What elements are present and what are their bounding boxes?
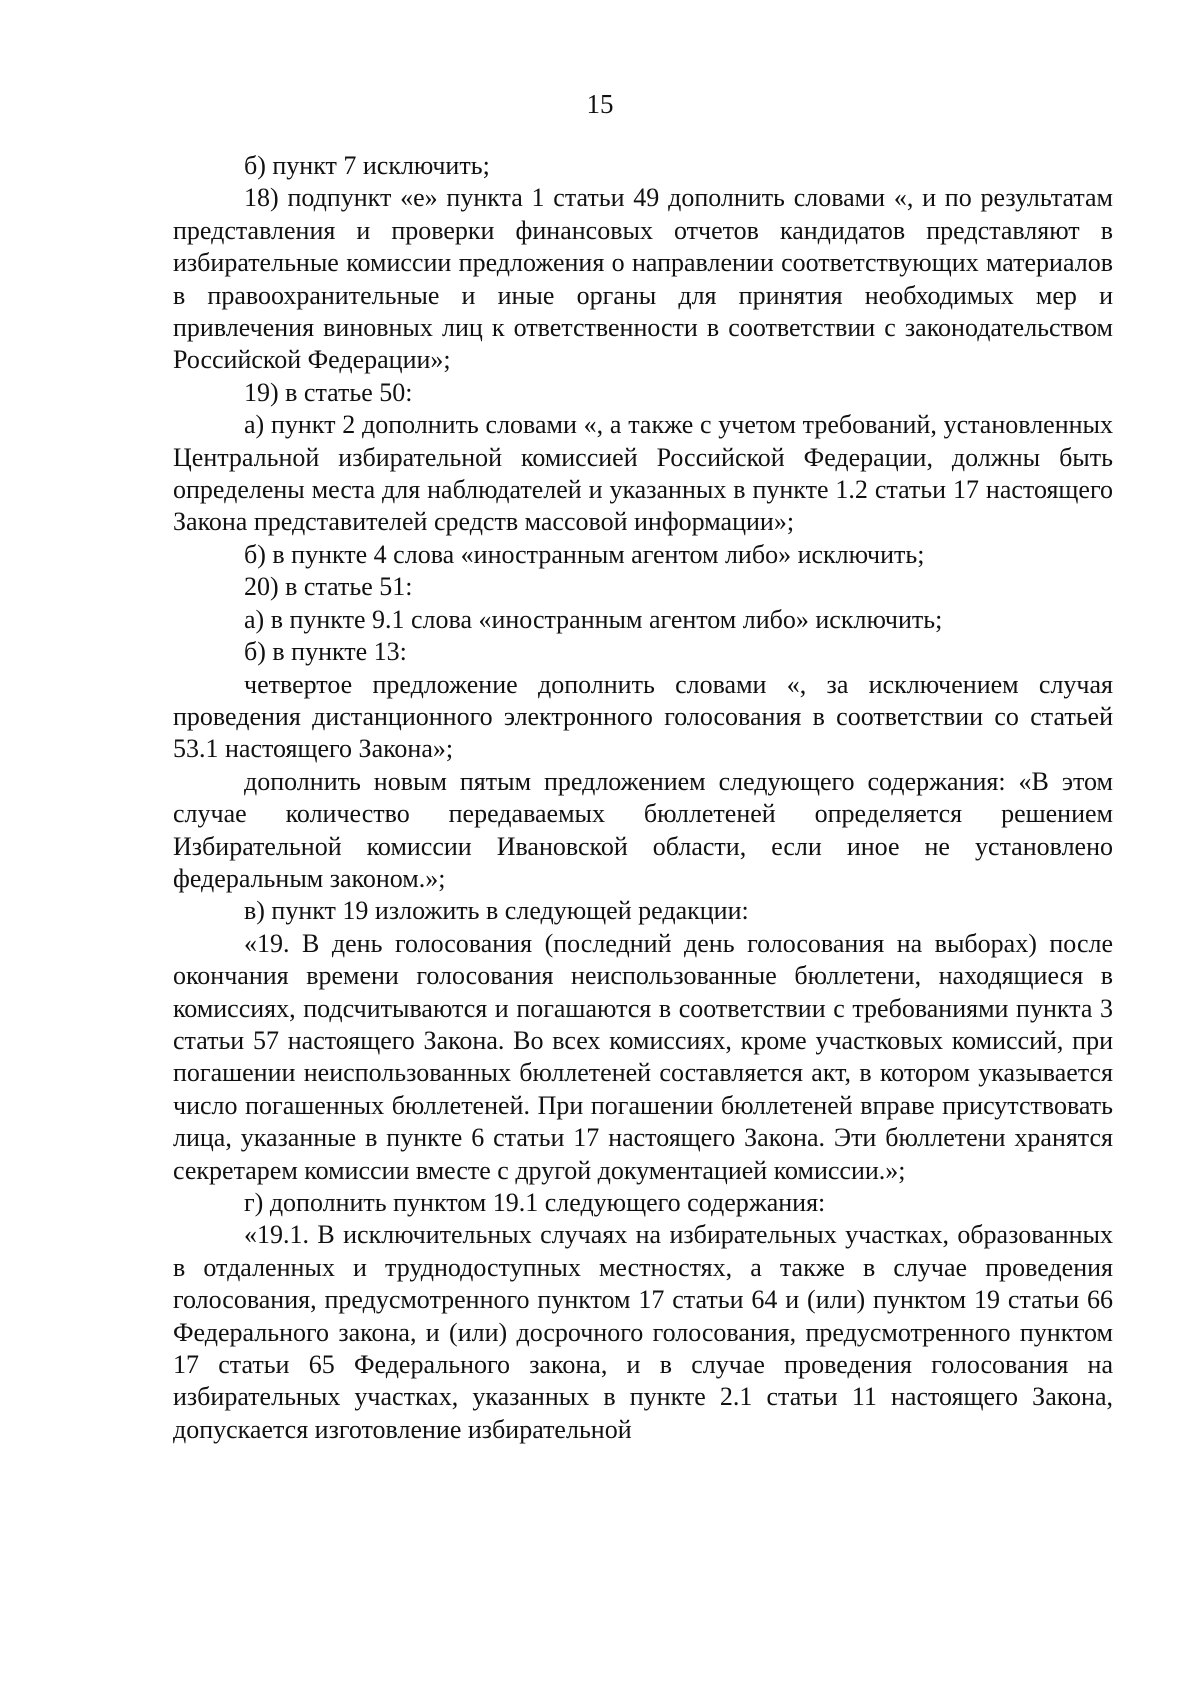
paragraph-14: «19.1. В исключительных случаях на избирательных участках, образованных в отдаленных и труднодоступных местностях, а также в случае проведения голосования, предусмотренного пунктом 17 статьи 64 и (или) пунктом 19 статьи 66 Федерального закона, и (или) досрочного голосования, предусмотренного пунктом 17 статьи 65 Федерального закона, и в случае проведения голосования на избирательных участках, указанных в пункте 2.1 статьи 11 настоящего Закона, допускается изготовление избирательной (173, 1220, 1113, 1444)
paragraph-11: в) пункт 19 изложить в следующей редакции: (244, 896, 749, 926)
paragraph-6: 20) в статье 51: (244, 572, 413, 602)
paragraph-2: 18) подпункт «е» пункта 1 статьи 49 дополнить словами «, и по результатам представления и проверки финансовых отчетов кандидатов представляют в избирательные комиссии предложения о направлении соответствующих материалов в правоохранительные и иные органы для принятия необходимых мер и привлечения виновных лиц к ответственности в соответствии с законодательством Российской Федерации»; (173, 183, 1113, 375)
paragraph-8: б) в пункте 13: (244, 637, 407, 667)
paragraph-9: четвертое предложение дополнить словами «, за исключением случая проведения дистанционного электронного голосования в соответствии со статьей 53.1 настоящего Закона»; (173, 669, 1113, 764)
paragraph-7: а) в пункте 9.1 слова «иностранным агентом либо» исключить; (244, 604, 943, 634)
paragraph-5: б) в пункте 4 слова «иностранным агентом либо» исключить; (244, 539, 925, 569)
paragraph-10: дополнить новым пятым предложением следующего содержания: «В этом случае количество передаваемых бюллетеней определяется решением Избирательной комиссии Ивановской области, если иное не установлено федеральным законом.»; (173, 766, 1113, 893)
document-body (173, 150, 1113, 1446)
paragraph-1: б) пункт 7 исключить; (244, 151, 490, 180)
paragraph-4: а) пункт 2 дополнить словами «, а также с учетом требований, установленных Центральной избирательной комиссией Российской Федерации, должны быть определены места для наблюдателей и указанных в пункте 1.2 статьи 17 настоящего Закона представителей средств массовой информации»; (173, 410, 1113, 537)
paragraph-13: г) дополнить пунктом 19.1 следующего содержания: (244, 1188, 826, 1217)
paragraph-3: 19) в статье 50: (244, 377, 413, 407)
paragraph-12: «19. В день голосования (последний день голосования на выборах) после окончания времени голосования неиспользованные бюллетени, находящиеся в комиссиях, подсчитываются и погашаются в соответствии с требованиями пункта 3 статьи 57 настоящего Закона. Во всех комиссиях, кроме участковых комиссий, при погашении неиспользованных бюллетеней составляется акт, в котором указывается число погашенных бюллетеней. При погашении бюллетеней вправе присутствовать лица, указанные в пункте 6 статьи 17 настоящего Закона. Эти бюллетени хранятся секретарем комиссии вместе с другой документацией комиссии.»; (173, 928, 1113, 1185)
page-number: 15 (586, 89, 614, 119)
